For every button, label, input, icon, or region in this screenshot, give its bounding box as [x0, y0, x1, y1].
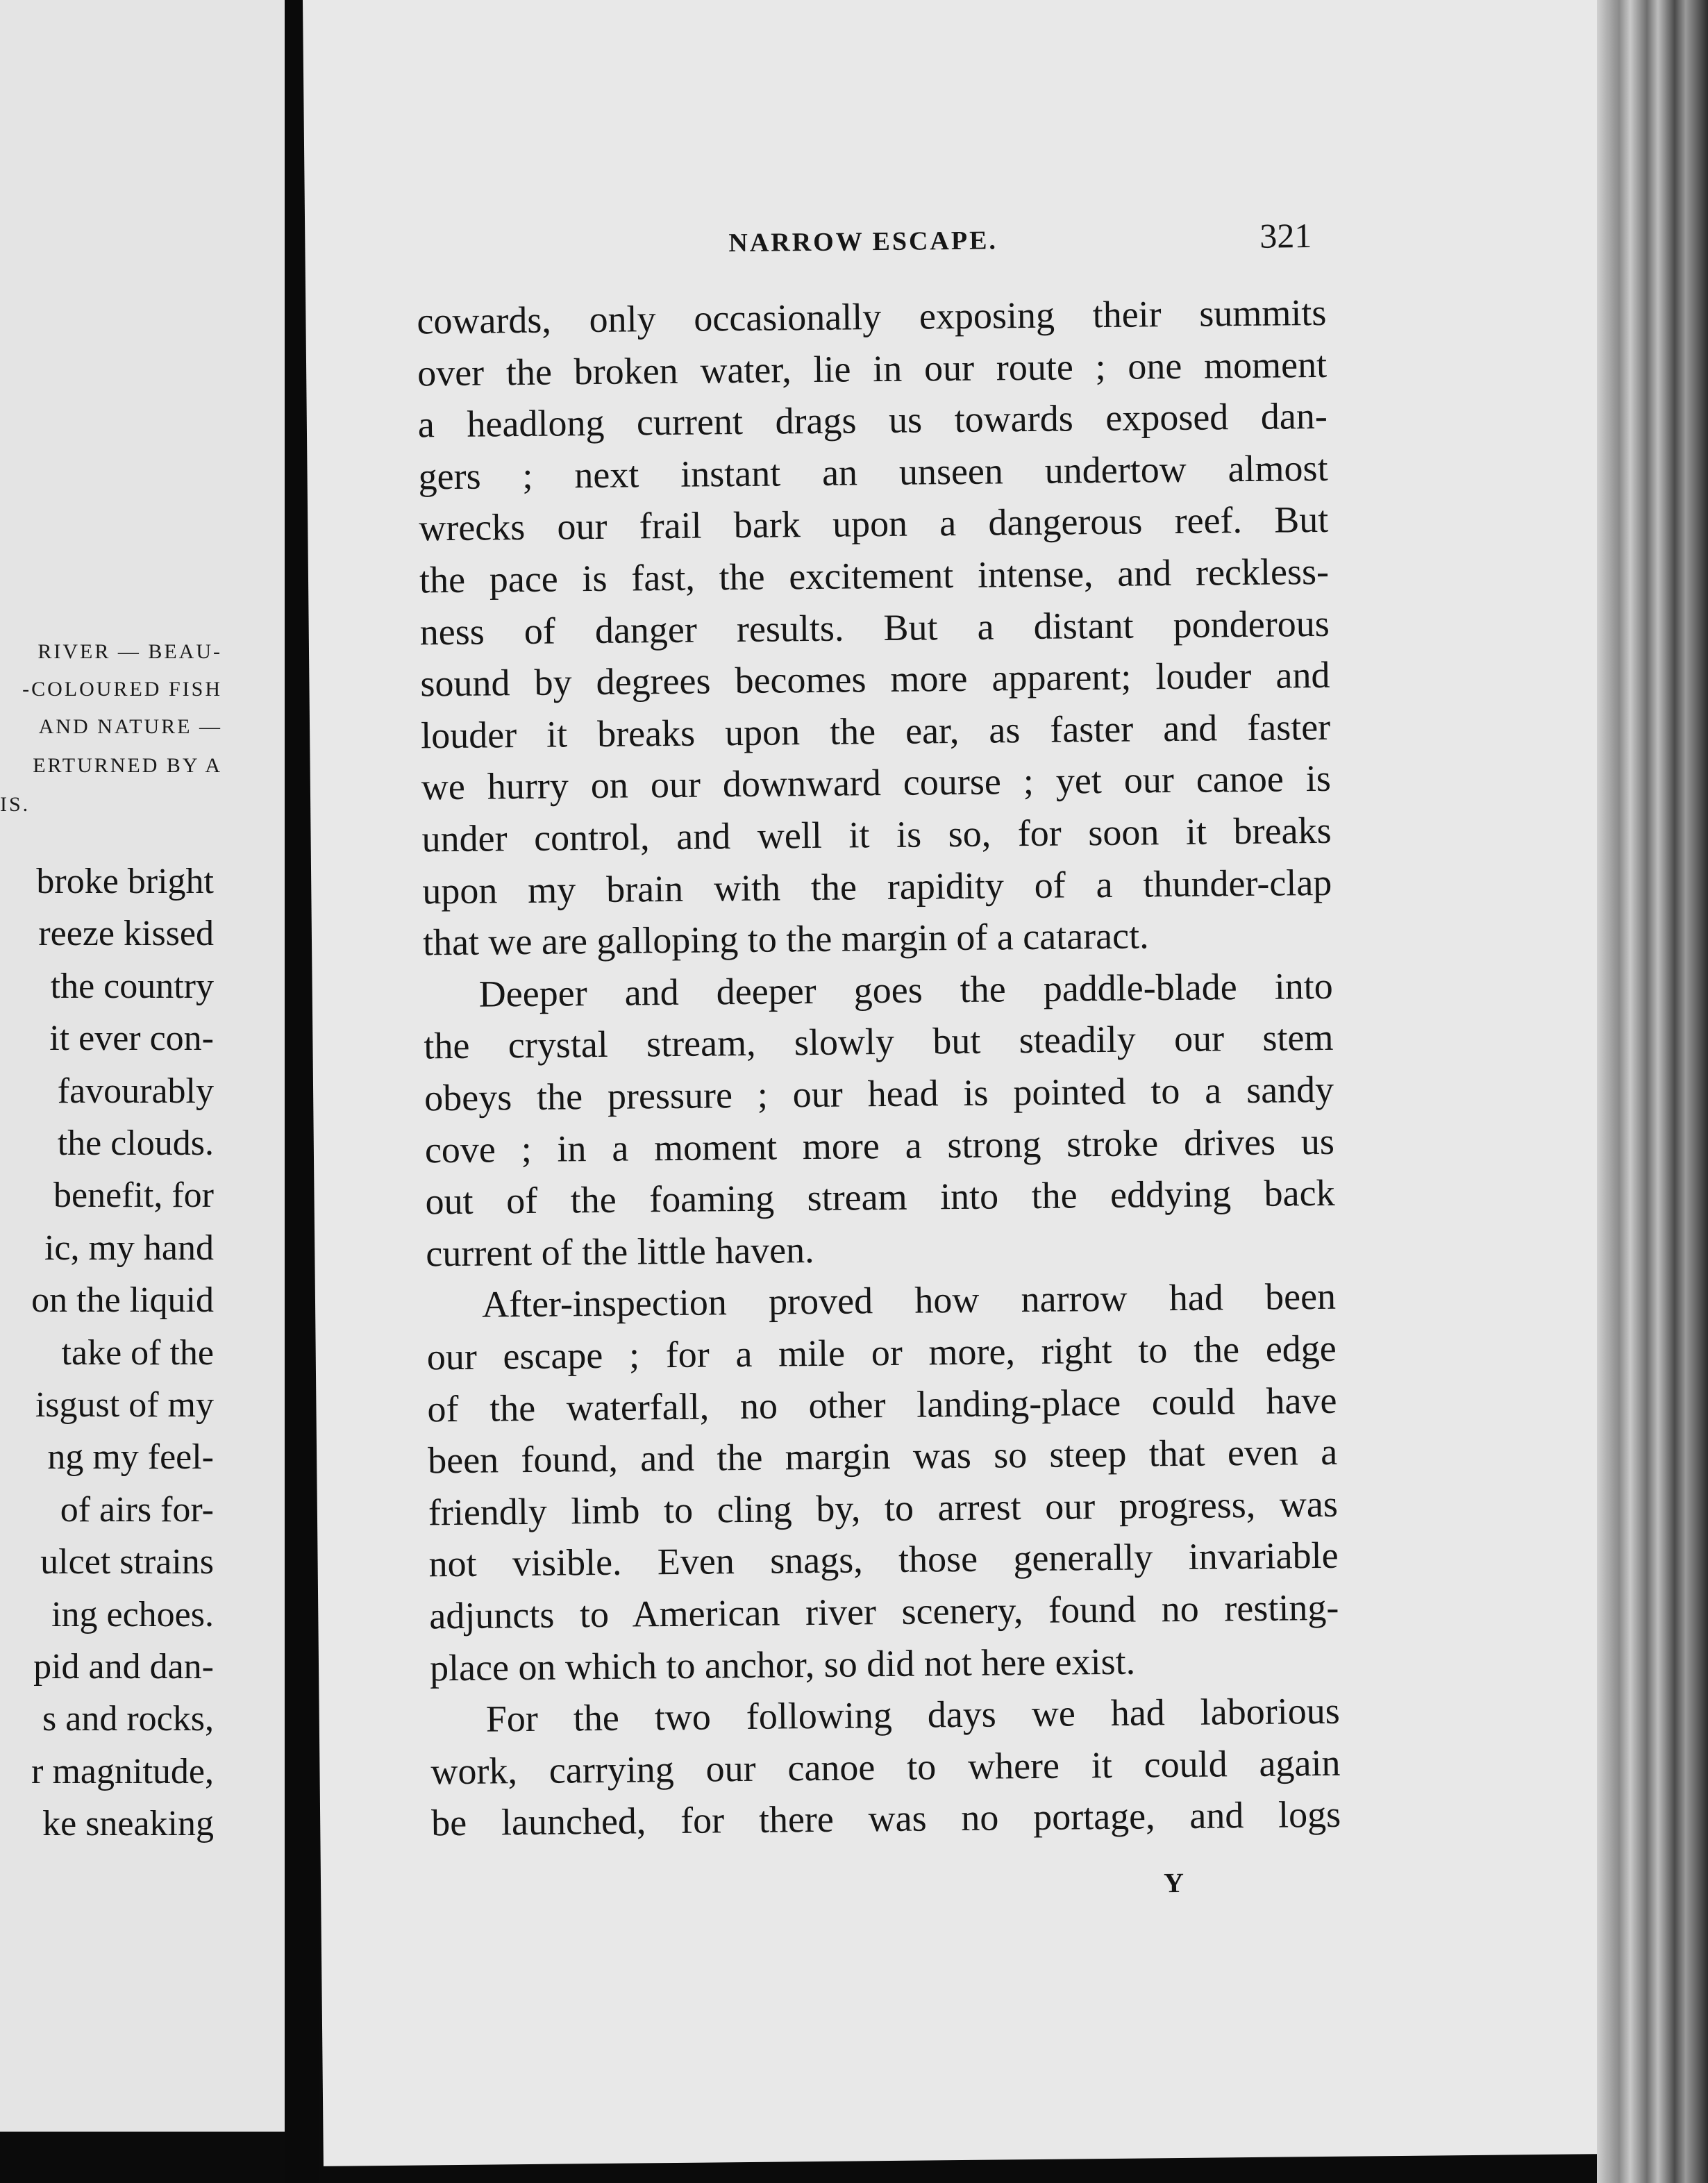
text-line: out of the foaming stream into the eddying back: [425, 1171, 1335, 1223]
text-line: reeze kissed: [38, 914, 214, 954]
text-line: ng my feel-: [47, 1437, 214, 1478]
text-line: gers ; next instant an unseen undertow almost: [418, 446, 1328, 498]
text-line: that we are galloping to the margin of a cataract.: [422, 914, 1149, 964]
text-line: it ever con-: [49, 1019, 214, 1059]
text-line: of the waterfall, no other landing-place could have: [427, 1379, 1337, 1430]
chapter-summary-line: AND NATURE —: [38, 715, 222, 738]
text-line: under control, and well it is so, for soon it breaks: [421, 809, 1332, 860]
text-line: been found, and the margin was so steep that even a: [427, 1430, 1338, 1482]
text-line: take of the: [61, 1332, 214, 1373]
text-line: After-inspection proved how narrow had been: [481, 1275, 1337, 1325]
text-line: s and rocks,: [42, 1699, 214, 1739]
text-line: our escape ; for a mile or more, right to the edge: [426, 1327, 1337, 1378]
text-line: place on which to anchor, so did not here exist.: [429, 1640, 1136, 1689]
left-page: [0, 0, 297, 2132]
text-line: cowards, only occasionally exposing their summits: [417, 291, 1327, 342]
text-line: pid and dan-: [33, 1647, 214, 1687]
text-line: friendly limb to cling by, to arrest our progress, was: [428, 1482, 1339, 1534]
text-line: benefit, for: [53, 1176, 214, 1216]
text-line: broke bright: [36, 862, 214, 901]
text-line: the crystal stream, slowly but steadily our stem: [424, 1017, 1334, 1067]
chapter-summary-line: IS.: [0, 793, 31, 816]
text-line: work, carrying our canoe to where it could again: [430, 1741, 1341, 1793]
right-page: [303, 0, 1657, 2166]
text-line: of airs for-: [60, 1489, 214, 1530]
text-line: ke sneaking: [42, 1804, 214, 1844]
text-line: ic, my hand: [44, 1228, 214, 1268]
text-line: wrecks our frail bark upon a dangerous reef. But: [419, 499, 1329, 549]
text-line: a headlong current drags us towards exposed dan-: [417, 395, 1328, 446]
chapter-summary-line: -COLOURED FISH: [22, 678, 222, 701]
text-line: favourably: [57, 1071, 214, 1111]
text-line: ness of danger results. But a distant ponderous: [419, 602, 1330, 653]
text-line: ing echoes.: [51, 1594, 214, 1634]
chapter-summary-line: ERTURNED BY A: [33, 754, 222, 777]
running-head: NARROW ESCAPE.: [728, 226, 998, 258]
text-line: upon my brain with the rapidity of a thunder-clap: [422, 861, 1332, 912]
chapter-summary-line: RIVER — BEAU-: [37, 640, 222, 663]
text-line: Deeper and deeper goes the paddle-blade into: [478, 964, 1333, 1015]
page-edges: [1597, 0, 1708, 2183]
text-line: obeys the pressure ; our head is pointed to a sandy: [424, 1068, 1334, 1119]
signature-mark: Y: [1163, 1866, 1184, 1899]
text-line: be launched, for there was no portage, and logs: [430, 1793, 1341, 1844]
text-line: For the two following days we had laborious: [485, 1689, 1341, 1740]
text-line: louder it breaks upon the ear, as faster and faster: [420, 705, 1331, 757]
text-line: the pace is fast, the excitement intense, and reckless-: [419, 550, 1330, 601]
text-line: adjuncts to American river scenery, found no resting-: [429, 1586, 1339, 1637]
page-number: 321: [1259, 216, 1312, 256]
text-line: over the broken water, lie in our route ; one moment: [417, 343, 1328, 394]
text-line: not visible. Even snags, those generally invariable: [428, 1534, 1339, 1585]
text-line: current of the little haven.: [426, 1228, 814, 1275]
text-line: the country: [50, 966, 214, 1006]
text-line: ulcet strains: [40, 1542, 214, 1582]
text-line: on the liquid: [31, 1280, 214, 1321]
text-line: sound by degrees becomes more apparent; louder and: [420, 654, 1330, 705]
text-line: we hurry on our downward course ; yet our canoe is: [421, 758, 1332, 808]
text-line: the clouds.: [57, 1123, 214, 1163]
text-line: isgust of my: [35, 1385, 214, 1425]
text-line: cove ; in a moment more a strong stroke drives us: [424, 1120, 1335, 1171]
text-line: r magnitude,: [31, 1751, 214, 1791]
